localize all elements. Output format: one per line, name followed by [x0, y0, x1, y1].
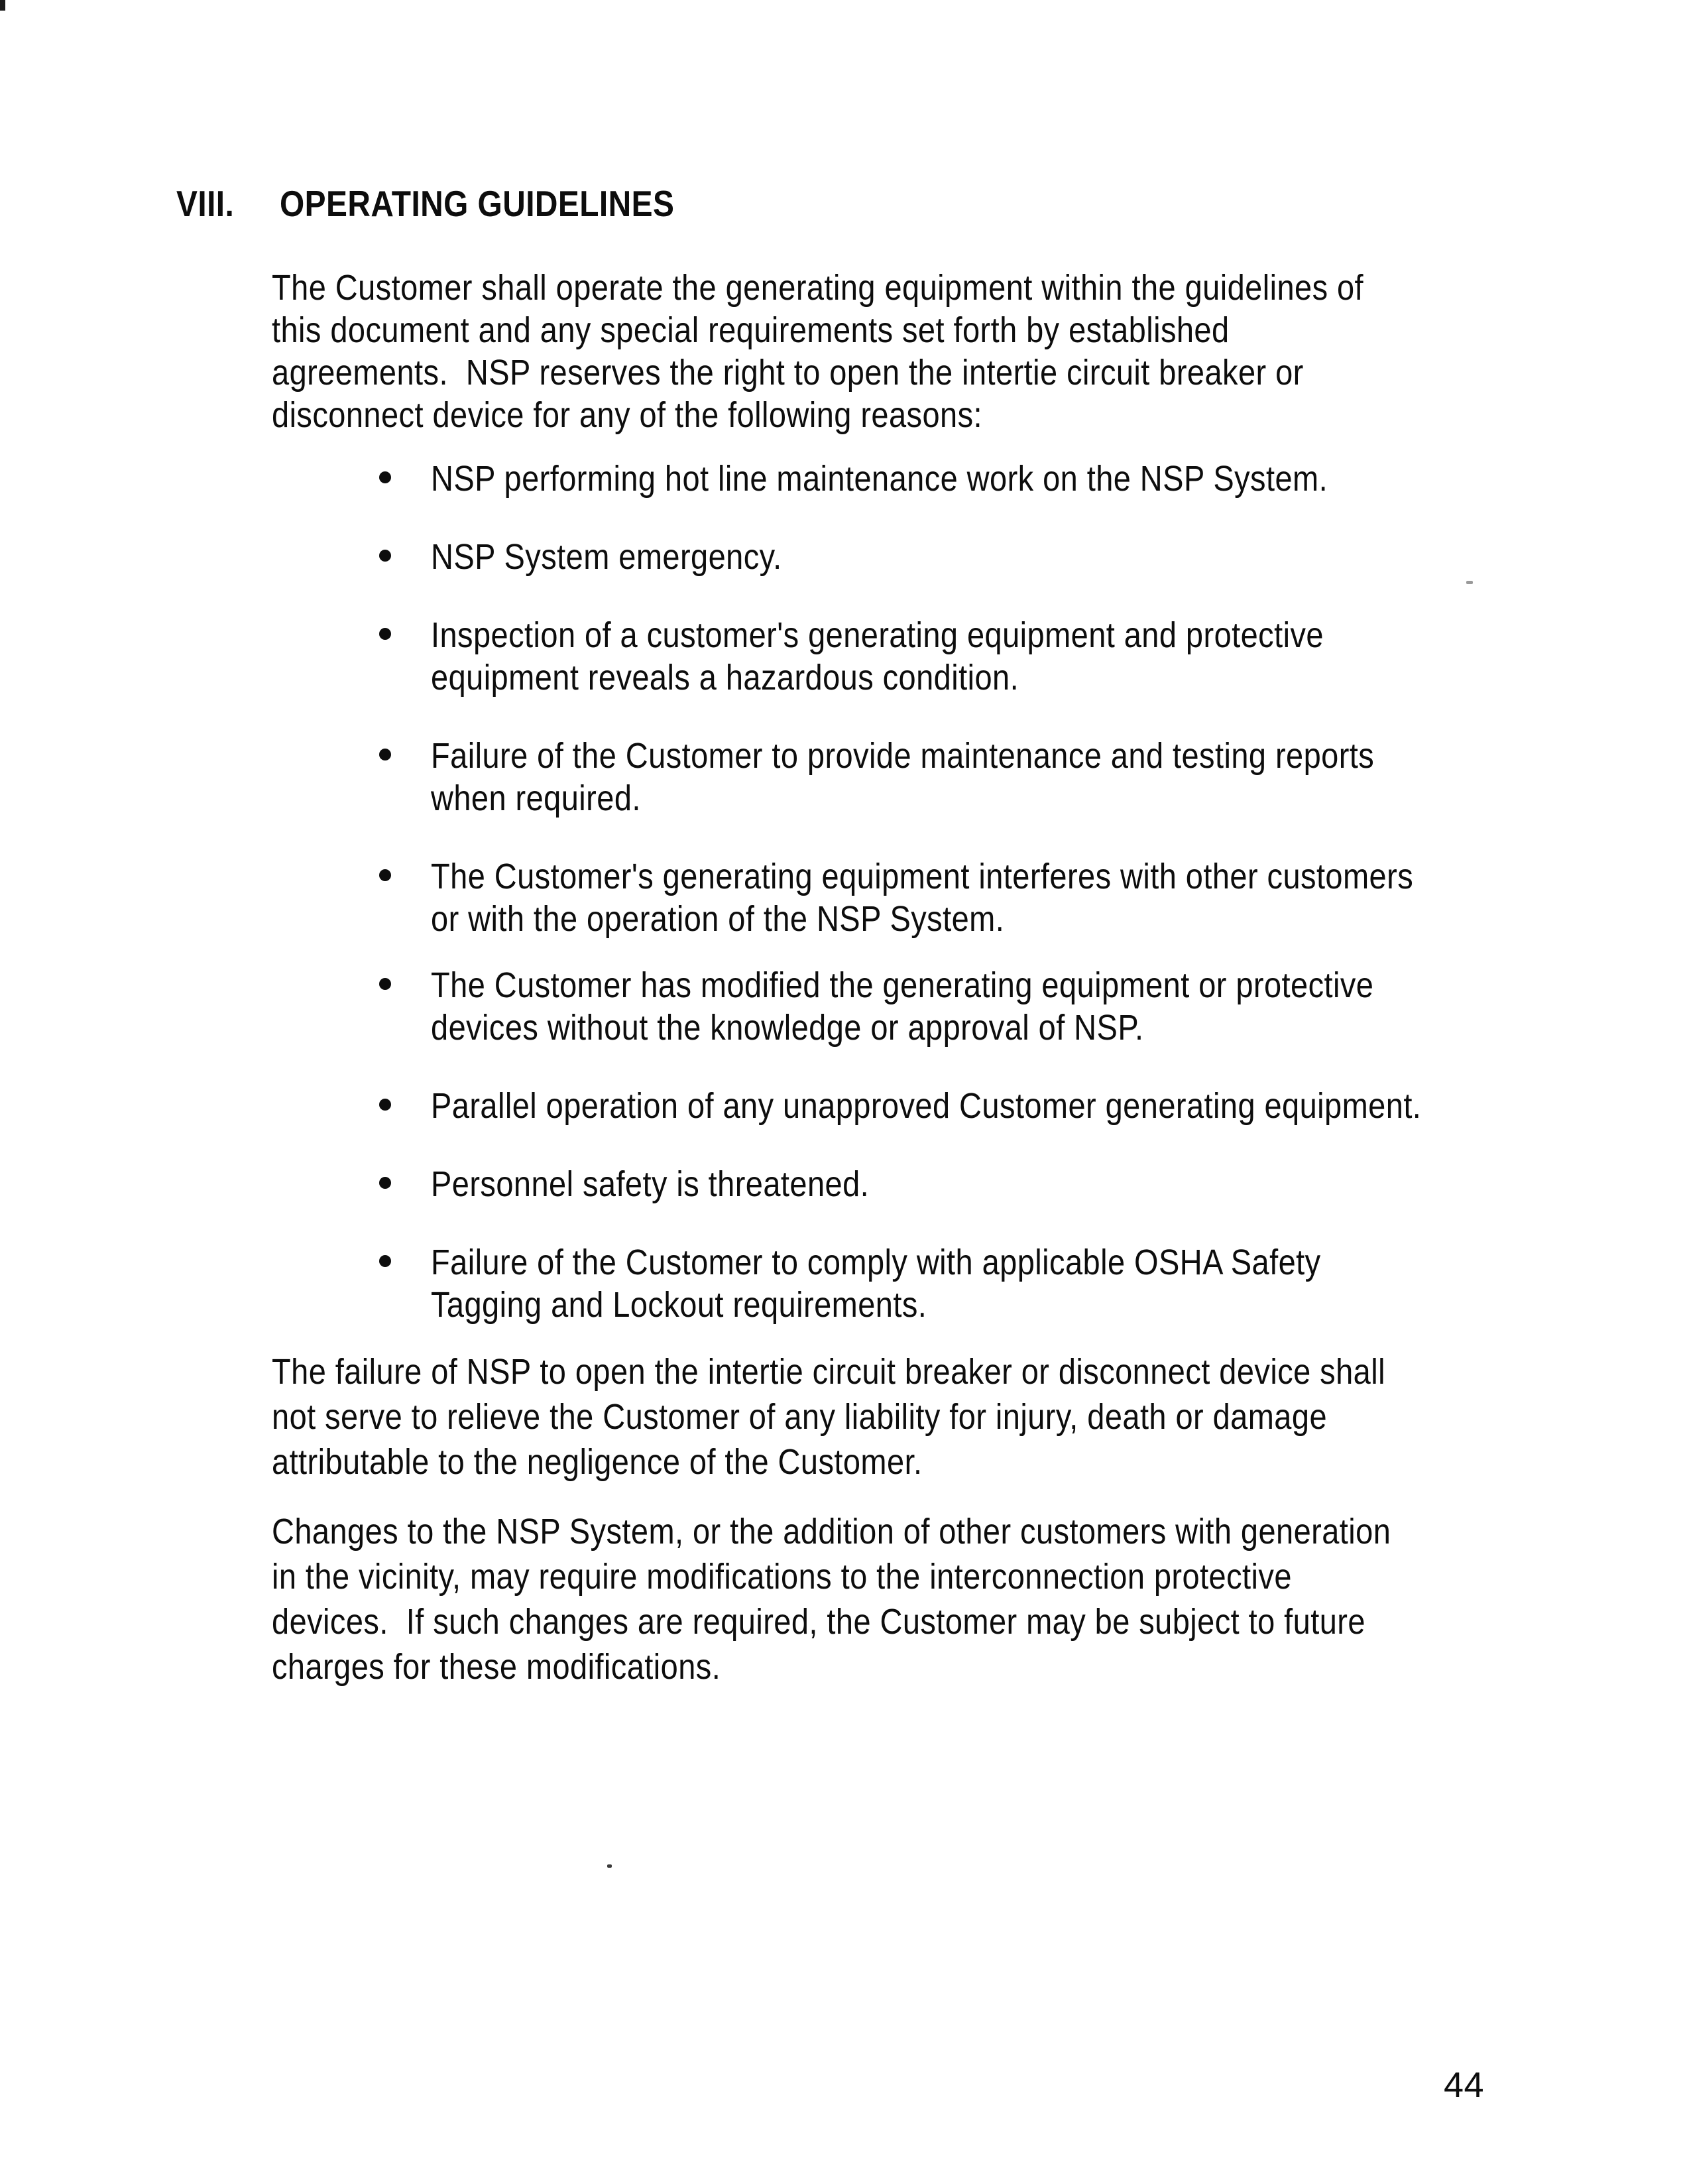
bullet-line: Inspection of a customer's generating equipment and protective	[431, 615, 1324, 655]
paragraph-line: this document and any special requirements set forth by established	[272, 310, 1230, 350]
bullet-line: NSP System emergency.	[431, 537, 782, 577]
closing-paragraph-1	[272, 1349, 1385, 1485]
paragraph-line: not serve to relieve the Customer of any liability for injury, death or damage	[272, 1397, 1328, 1437]
paragraph-line: devices. If such changes are required, the Customer may be subject to future	[272, 1602, 1365, 1642]
paragraph-line: The failure of NSP to open the intertie circuit breaker or disconnect device shall	[272, 1352, 1385, 1392]
bullet-item	[379, 964, 1515, 1049]
bullet-item	[379, 457, 1462, 500]
bullet-dot-icon	[379, 978, 391, 990]
bullet-line: or with the operation of the NSP System.	[431, 899, 1005, 939]
bullet-dot-icon	[379, 550, 391, 562]
bullet-line: Parallel operation of any unapproved Customer generating equipment.	[431, 1086, 1422, 1126]
bullet-item	[379, 614, 1457, 699]
bullet-line: Failure of the Customer to comply with applicable OSHA Safety	[431, 1243, 1321, 1282]
bullet-item	[379, 536, 835, 578]
bullet-line: Failure of the Customer to provide maintenance and testing reports	[431, 736, 1375, 776]
bullet-dot-icon	[379, 1099, 391, 1111]
bullet-item	[379, 1085, 1570, 1127]
bullet-dot-icon	[379, 628, 391, 640]
bullet-dot-icon	[379, 1177, 391, 1189]
bullet-line: The Customer has modified the generating equipment or protective	[431, 965, 1374, 1005]
bullet-line: devices without the knowledge or approval of NSP.	[431, 1008, 1144, 1048]
closing-paragraph-2	[272, 1509, 1391, 1689]
paragraph-line: charges for these modifications.	[272, 1647, 721, 1687]
page-number: 44	[1444, 2065, 1485, 2105]
paragraph-line: Changes to the NSP System, or the addition of other customers with generation	[272, 1512, 1391, 1551]
intro-paragraph	[272, 267, 1363, 436]
bullet-line: The Customer's generating equipment interferes with other customers	[431, 857, 1414, 896]
bullet-dot-icon	[379, 471, 391, 483]
scan-artifact-speck	[1466, 581, 1473, 584]
paragraph-line: in the vicinity, may require modifications to the interconnection protective	[272, 1557, 1292, 1597]
paragraph-line: attributable to the negligence of the Customer.	[272, 1442, 923, 1482]
bullet-item	[379, 855, 1560, 940]
bullet-line: when required.	[431, 778, 641, 818]
page-title: OPERATING GUIDELINES	[280, 183, 675, 224]
bullet-item	[379, 1241, 1454, 1326]
paragraph-line: The Customer shall operate the generating equipment within the guidelines of	[272, 268, 1364, 308]
scan-artifact-speck	[607, 1864, 612, 1868]
bullet-dot-icon	[379, 749, 391, 760]
bullet-dot-icon	[379, 869, 391, 881]
bullet-dot-icon	[379, 1255, 391, 1267]
bullet-line: equipment reveals a hazardous condition.	[431, 658, 1019, 698]
section-numeral: VIII.	[176, 183, 235, 224]
scan-artifact-corner	[0, 0, 5, 11]
bullet-line: Personnel safety is threatened.	[431, 1164, 870, 1204]
paragraph-line: disconnect device for any of the following reasons:	[272, 395, 983, 435]
bullet-line: NSP performing hot line maintenance work on the NSP System.	[431, 459, 1328, 499]
bullet-line: Tagging and Lockout requirements.	[431, 1285, 927, 1325]
paragraph-line: agreements. NSP reserves the right to open the intertie circuit breaker or	[272, 353, 1304, 393]
bullet-item	[379, 1163, 935, 1205]
bullet-item	[379, 735, 1515, 819]
